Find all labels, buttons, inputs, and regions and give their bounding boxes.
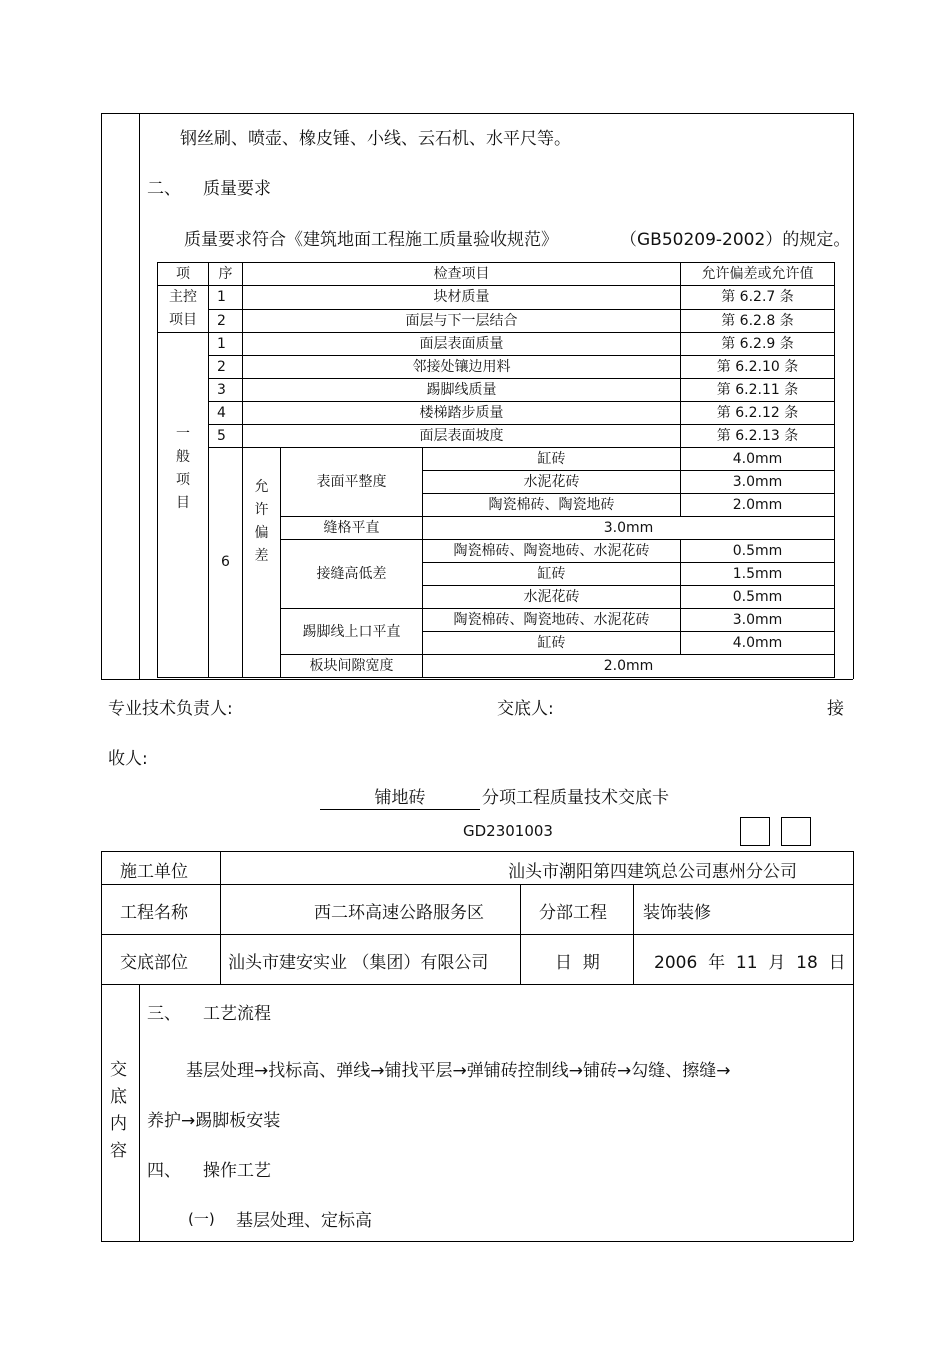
- sub1-title: 基层处理、定标高: [236, 1211, 372, 1231]
- card-line: [853, 851, 854, 1241]
- table-row: [158, 379, 835, 402]
- seam-label: 缝格平直: [281, 517, 423, 540]
- table-row: [158, 425, 835, 448]
- content-char: 容: [110, 1141, 127, 1161]
- dev-material: 陶瓷棉砖、陶瓷地砖: [423, 494, 681, 517]
- receiver-label-a: 接: [827, 699, 844, 719]
- unit-label: 施工单位: [120, 862, 188, 882]
- dev-material: 陶瓷棉砖、陶瓷地砖、水泥花砖: [423, 540, 681, 563]
- quality-spec-table: [157, 262, 835, 678]
- general-char: 项: [176, 472, 190, 488]
- general-seq: 5: [209, 425, 243, 448]
- card-line: [633, 884, 634, 984]
- flat-label: 表面平整度: [281, 448, 423, 517]
- content-char: 交: [110, 1060, 127, 1080]
- table-row: [158, 333, 835, 356]
- dev-value: 1.5mm: [681, 563, 835, 586]
- general-char: 般: [176, 449, 190, 465]
- dev-char: 差: [254, 548, 269, 564]
- header-value: 允许偏差或允许值: [681, 263, 835, 286]
- general-item: 邻接处镶边用料: [243, 356, 681, 379]
- general-char: 一: [176, 426, 190, 442]
- tools-line: 钢丝刷、喷壶、橡皮锤、小线、云石机、水平尺等。: [180, 129, 571, 149]
- main-group-label: [158, 286, 209, 333]
- dev-material: 缸砖: [423, 563, 681, 586]
- general-group-label: [158, 333, 209, 678]
- checkbox-1[interactable]: [740, 817, 770, 846]
- main-value: 第 6.2.8 条: [681, 309, 835, 333]
- receiver-label-b: 收人:: [108, 749, 148, 769]
- dev-material: 水泥花砖: [423, 586, 681, 609]
- content-char: 内: [110, 1114, 127, 1134]
- dev-value: 3.0mm: [681, 471, 835, 494]
- table-row: [158, 286, 835, 310]
- part-value: 汕头市建安实业 （集团）有限公司: [228, 953, 489, 973]
- general-item: 面层表面坡度: [243, 425, 681, 448]
- top-frame-right: [853, 113, 854, 679]
- dev-material: 水泥花砖: [423, 471, 681, 494]
- main-seq: 2: [209, 309, 243, 333]
- general-value: 第 6.2.9 条: [681, 333, 835, 356]
- dev-char: 允: [254, 479, 269, 495]
- card-title: 分项工程质量技术交底卡: [482, 788, 669, 808]
- table-row: [158, 356, 835, 379]
- dev-value: 3.0mm: [681, 609, 835, 632]
- general-seq: 4: [209, 402, 243, 425]
- dev-label: [243, 448, 281, 678]
- main-value: 第 6.2.7 条: [681, 286, 835, 310]
- section4-num: 四、: [147, 1161, 181, 1181]
- main-seq: 1: [209, 286, 243, 310]
- sub1-num: (一): [188, 1210, 215, 1228]
- flow-line2: 养护→踢脚板安装: [147, 1111, 281, 1131]
- general-item: 楼梯踏步质量: [243, 402, 681, 425]
- dev-value: 4.0mm: [681, 632, 835, 655]
- flow-line1: 基层处理→找标高、弹线→铺找平层→弹铺砖控制线→铺砖→勾缝、擦缝→: [186, 1061, 731, 1081]
- card-line: [139, 984, 140, 1241]
- card-line: [101, 851, 853, 852]
- top-frame-top: [101, 113, 853, 114]
- top-frame-left: [101, 113, 102, 679]
- general-item: 面层表面质量: [243, 333, 681, 356]
- general-value: 第 6.2.12 条: [681, 402, 835, 425]
- top-frame-inner-left: [139, 113, 140, 679]
- general-value: 第 6.2.10 条: [681, 356, 835, 379]
- part-label: 交底部位: [120, 953, 188, 973]
- main-group-line1: 主控: [169, 289, 197, 305]
- project-value: 西二环高速公路服务区: [314, 903, 484, 923]
- quality-heading: 质量要求: [203, 179, 271, 199]
- dev-material: 缸砖: [423, 448, 681, 471]
- tech-lead-label: 专业技术负责人:: [108, 699, 233, 719]
- top-frame-bottom: [101, 679, 853, 680]
- card-code: GD2301003: [463, 822, 553, 840]
- dev-material: 陶瓷棉砖、陶瓷地砖、水泥花砖: [423, 609, 681, 632]
- card-line: [220, 851, 221, 984]
- quality-text: 质量要求符合《建筑地面工程施工质量验收规范》: [184, 230, 558, 250]
- card-line: [101, 934, 853, 935]
- seam-value: 3.0mm: [423, 517, 835, 540]
- general-seq: 2: [209, 356, 243, 379]
- card-line: [101, 884, 853, 885]
- dev-material: 缸砖: [423, 632, 681, 655]
- dev-seq: 6: [209, 448, 243, 678]
- header-item: 检查项目: [243, 263, 681, 286]
- header-seq: 序: [209, 263, 243, 286]
- joint-label: 接缝高低差: [281, 540, 423, 609]
- section3-title: 工艺流程: [203, 1004, 271, 1024]
- checkbox-2[interactable]: [781, 817, 811, 846]
- general-char: 目: [176, 495, 190, 511]
- card-title-fill: 铺地砖: [320, 787, 480, 810]
- dev-value: 0.5mm: [681, 586, 835, 609]
- gap-label: 板块间隙宽度: [281, 655, 423, 678]
- general-seq: 1: [209, 333, 243, 356]
- content-char: 底: [110, 1087, 127, 1107]
- table-header-row: [158, 263, 835, 286]
- card-line: [101, 1241, 853, 1242]
- unit-value: 汕头市潮阳第四建筑总公司惠州分公司: [508, 862, 797, 882]
- table-row: [158, 402, 835, 425]
- section4-title: 操作工艺: [203, 1161, 271, 1181]
- quality-heading-num: 二、: [147, 179, 181, 199]
- date-label: 日 期: [555, 953, 600, 973]
- general-seq: 3: [209, 379, 243, 402]
- dev-value: 2.0mm: [681, 494, 835, 517]
- skirting-label: 踢脚线上口平直: [281, 609, 423, 655]
- subproject-label: 分部工程: [539, 903, 607, 923]
- main-item: 块材质量: [243, 286, 681, 310]
- quality-code: （GB50209-2002）的规定。: [620, 230, 851, 250]
- project-label: 工程名称: [120, 903, 188, 923]
- main-group-line2: 项目: [169, 312, 197, 328]
- main-item: 面层与下一层结合: [243, 309, 681, 333]
- table-row: [158, 309, 835, 333]
- card-line: [101, 984, 853, 985]
- dev-char: 偏: [254, 525, 269, 541]
- dev-char: 许: [254, 502, 269, 518]
- general-value: 第 6.2.13 条: [681, 425, 835, 448]
- date-value: 2006 年 11 月 18 日: [654, 953, 846, 973]
- dev-value: 4.0mm: [681, 448, 835, 471]
- gap-value: 2.0mm: [423, 655, 835, 678]
- handover-label: 交底人:: [497, 699, 554, 719]
- section3-num: 三、: [147, 1004, 181, 1024]
- subproject-value: 装饰装修: [643, 903, 711, 923]
- content-label: [110, 1057, 127, 1165]
- table-row: [158, 448, 835, 471]
- general-value: 第 6.2.11 条: [681, 379, 835, 402]
- general-item: 踢脚线质量: [243, 379, 681, 402]
- card-line: [101, 851, 102, 1241]
- dev-value: 0.5mm: [681, 540, 835, 563]
- card-line: [520, 884, 521, 984]
- header-category: 项: [158, 263, 209, 286]
